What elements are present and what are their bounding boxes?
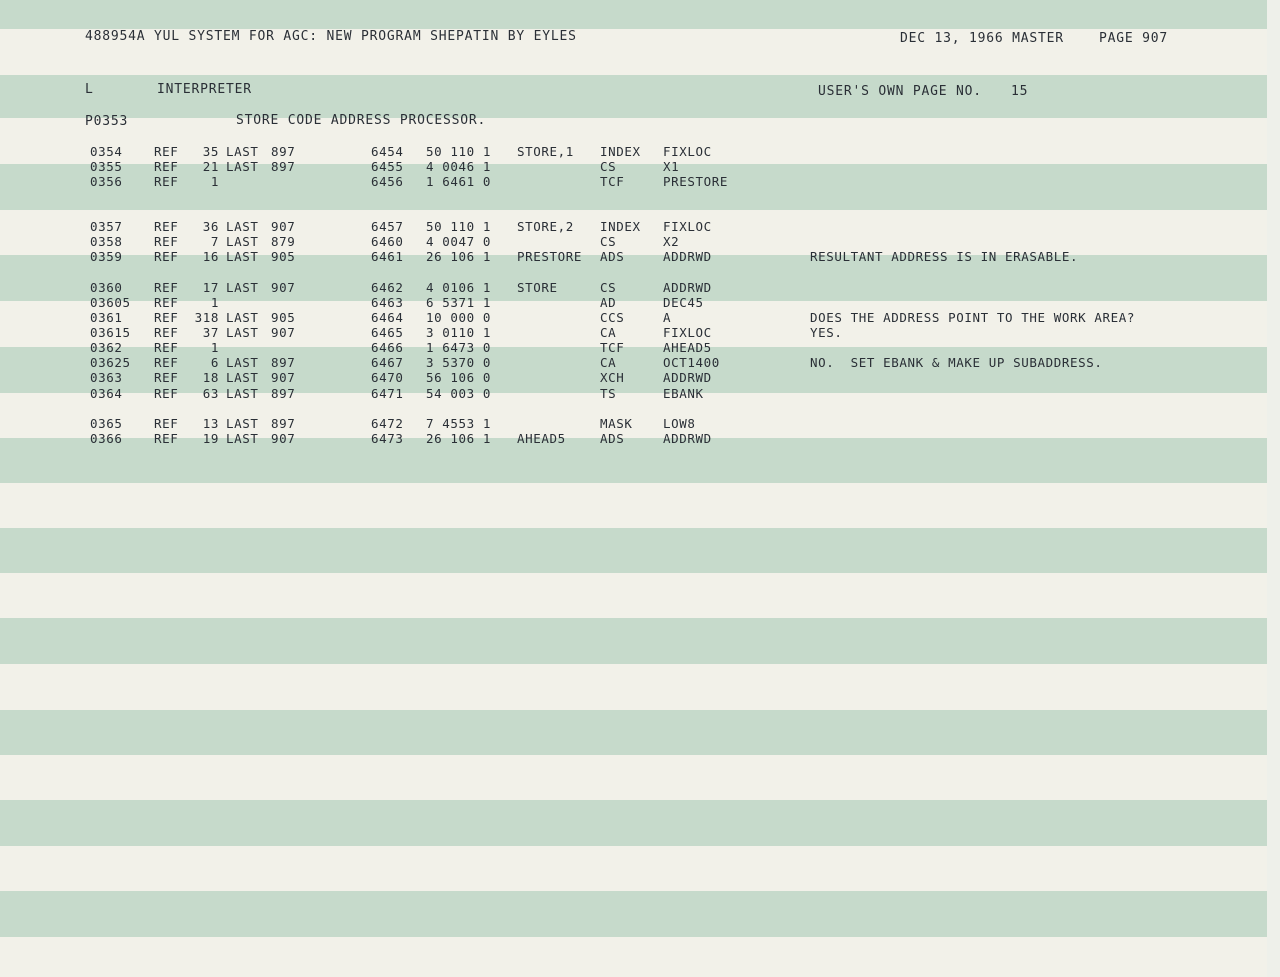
operand: ADDRWD	[663, 249, 712, 264]
ref-count: 318	[194, 310, 219, 325]
operand: ADDRWD	[663, 280, 712, 295]
address: 6456	[371, 174, 404, 189]
ref-count: 13	[202, 416, 219, 431]
ref-count: 18	[202, 370, 219, 385]
ref-keyword: REF	[154, 219, 179, 234]
operand: DEC45	[663, 295, 704, 310]
octal-code: 54 003 0	[426, 386, 492, 401]
users-page-number: 15	[1011, 84, 1029, 99]
line-number: 0361	[90, 310, 123, 325]
section-flag: L	[85, 82, 94, 97]
line-number: 0366	[90, 431, 123, 446]
operand: X1	[663, 159, 680, 174]
last-page: 897	[271, 416, 296, 431]
comment: YES.	[810, 325, 843, 340]
line-number: 0358	[90, 234, 123, 249]
line-number: 0355	[90, 159, 123, 174]
last-keyword: LAST	[226, 416, 259, 431]
octal-code: 1 6461 0	[426, 174, 492, 189]
operand: ADDRWD	[663, 431, 712, 446]
opcode: MASK	[600, 416, 633, 431]
address: 6454	[371, 144, 404, 159]
line-number: 0360	[90, 280, 123, 295]
last-keyword: LAST	[226, 159, 259, 174]
opcode: CCS	[600, 310, 625, 325]
operand: A	[663, 310, 672, 325]
last-keyword: LAST	[226, 386, 259, 401]
address: 6463	[371, 295, 404, 310]
address: 6455	[371, 159, 404, 174]
ref-count: 1	[210, 295, 219, 310]
last-keyword: LAST	[226, 325, 259, 340]
line-number: 03615	[90, 325, 131, 340]
last-keyword: LAST	[226, 355, 259, 370]
ref-count: 19	[202, 431, 219, 446]
address: 6467	[371, 355, 404, 370]
ref-keyword: REF	[154, 370, 179, 385]
statement-label: STORE	[517, 280, 558, 295]
ref-count: 36	[202, 219, 219, 234]
ref-keyword: REF	[154, 325, 179, 340]
ref-keyword: REF	[154, 144, 179, 159]
ref-keyword: REF	[154, 234, 179, 249]
ref-keyword: REF	[154, 280, 179, 295]
opcode: AD	[600, 295, 617, 310]
last-keyword: LAST	[226, 370, 259, 385]
operand: PRESTORE	[663, 174, 729, 189]
octal-code: 10 000 0	[426, 310, 492, 325]
operand: FIXLOC	[663, 144, 712, 159]
opcode: XCH	[600, 370, 625, 385]
ref-keyword: REF	[154, 295, 179, 310]
line-number: 0365	[90, 416, 123, 431]
last-page: 907	[271, 219, 296, 234]
opcode: INDEX	[600, 144, 641, 159]
address: 6472	[371, 416, 404, 431]
octal-code: 1 6473 0	[426, 340, 492, 355]
line-number: 0362	[90, 340, 123, 355]
operand: OCT1400	[663, 355, 720, 370]
stripe-band	[0, 618, 1267, 664]
octal-code: 6 5371 1	[426, 295, 492, 310]
octal-code: 4 0106 1	[426, 280, 492, 295]
octal-code: 3 5370 0	[426, 355, 492, 370]
title-line-number: P0353	[85, 114, 129, 129]
opcode: CS	[600, 280, 617, 295]
operand: LOW8	[663, 416, 696, 431]
operand: EBANK	[663, 386, 704, 401]
last-page: 897	[271, 159, 296, 174]
opcode: CS	[600, 159, 617, 174]
last-keyword: LAST	[226, 280, 259, 295]
ref-keyword: REF	[154, 249, 179, 264]
ref-count: 1	[210, 340, 219, 355]
comment: DOES THE ADDRESS POINT TO THE WORK AREA?	[810, 310, 1136, 325]
ref-keyword: REF	[154, 159, 179, 174]
opcode: TS	[600, 386, 617, 401]
users-page-label: USER'S OWN PAGE NO.	[818, 84, 982, 99]
last-page: 907	[271, 325, 296, 340]
ref-keyword: REF	[154, 431, 179, 446]
line-number: 03605	[90, 295, 131, 310]
ref-keyword: REF	[154, 174, 179, 189]
header-page: PAGE 907	[1099, 31, 1169, 46]
ref-keyword: REF	[154, 340, 179, 355]
octal-code: 7 4553 1	[426, 416, 492, 431]
octal-code: 50 110 1	[426, 219, 492, 234]
octal-code: 4 0047 0	[426, 234, 492, 249]
opcode: INDEX	[600, 219, 641, 234]
opcode: CS	[600, 234, 617, 249]
operand: AHEAD5	[663, 340, 712, 355]
ref-count: 6	[210, 355, 219, 370]
operand: ADDRWD	[663, 370, 712, 385]
comment: NO. SET EBANK & MAKE UP SUBADDRESS.	[810, 355, 1103, 370]
line-number: 0356	[90, 174, 123, 189]
last-keyword: LAST	[226, 144, 259, 159]
ref-count: 35	[202, 144, 219, 159]
last-keyword: LAST	[226, 310, 259, 325]
octal-code: 3 0110 1	[426, 325, 492, 340]
header-title: 488954A YUL SYSTEM FOR AGC: NEW PROGRAM SHEPATIN BY EYLES	[85, 29, 577, 44]
ref-keyword: REF	[154, 416, 179, 431]
opcode: TCF	[600, 340, 625, 355]
opcode: ADS	[600, 431, 625, 446]
address: 6470	[371, 370, 404, 385]
opcode: ADS	[600, 249, 625, 264]
address: 6465	[371, 325, 404, 340]
operand: FIXLOC	[663, 219, 712, 234]
ref-count: 21	[202, 159, 219, 174]
octal-code: 26 106 1	[426, 431, 492, 446]
last-keyword: LAST	[226, 431, 259, 446]
statement-label: PRESTORE	[517, 249, 583, 264]
ref-keyword: REF	[154, 310, 179, 325]
header-date: DEC 13, 1966 MASTER	[900, 31, 1064, 46]
ref-keyword: REF	[154, 386, 179, 401]
section-name: INTERPRETER	[157, 82, 252, 97]
octal-code: 4 0046 1	[426, 159, 492, 174]
ref-count: 16	[202, 249, 219, 264]
opcode: CA	[600, 325, 617, 340]
last-keyword: LAST	[226, 249, 259, 264]
ref-keyword: REF	[154, 355, 179, 370]
address: 6460	[371, 234, 404, 249]
stripe-band	[0, 0, 1267, 29]
octal-code: 26 106 1	[426, 249, 492, 264]
operand: FIXLOC	[663, 325, 712, 340]
address: 6473	[371, 431, 404, 446]
address: 6471	[371, 386, 404, 401]
opcode: CA	[600, 355, 617, 370]
last-page: 897	[271, 386, 296, 401]
address: 6464	[371, 310, 404, 325]
address: 6466	[371, 340, 404, 355]
last-keyword: LAST	[226, 234, 259, 249]
last-page: 907	[271, 370, 296, 385]
address: 6461	[371, 249, 404, 264]
last-page: 897	[271, 355, 296, 370]
ref-count: 7	[210, 234, 219, 249]
line-number: 0359	[90, 249, 123, 264]
paper-edge	[1267, 0, 1280, 977]
stripe-band	[0, 891, 1267, 937]
operand: X2	[663, 234, 680, 249]
line-number: 0357	[90, 219, 123, 234]
last-page: 907	[271, 431, 296, 446]
last-page: 897	[271, 144, 296, 159]
ref-count: 17	[202, 280, 219, 295]
last-page: 905	[271, 249, 296, 264]
line-number: 03625	[90, 355, 131, 370]
statement-label: AHEAD5	[517, 431, 566, 446]
ref-count: 63	[202, 386, 219, 401]
title-line-text: STORE CODE ADDRESS PROCESSOR.	[236, 113, 487, 128]
statement-label: STORE,2	[517, 219, 574, 234]
last-keyword: LAST	[226, 219, 259, 234]
address: 6462	[371, 280, 404, 295]
ref-count: 37	[202, 325, 219, 340]
last-page: 905	[271, 310, 296, 325]
comment: RESULTANT ADDRESS IS IN ERASABLE.	[810, 249, 1079, 264]
line-number: 0354	[90, 144, 123, 159]
octal-code: 50 110 1	[426, 144, 492, 159]
address: 6457	[371, 219, 404, 234]
statement-label: STORE,1	[517, 144, 574, 159]
stripe-band	[0, 528, 1267, 573]
last-page: 879	[271, 234, 296, 249]
line-number: 0363	[90, 370, 123, 385]
last-page: 907	[271, 280, 296, 295]
octal-code: 56 106 0	[426, 370, 492, 385]
stripe-band	[0, 710, 1267, 755]
ref-count: 1	[210, 174, 219, 189]
stripe-band	[0, 800, 1267, 846]
line-number: 0364	[90, 386, 123, 401]
opcode: TCF	[600, 174, 625, 189]
